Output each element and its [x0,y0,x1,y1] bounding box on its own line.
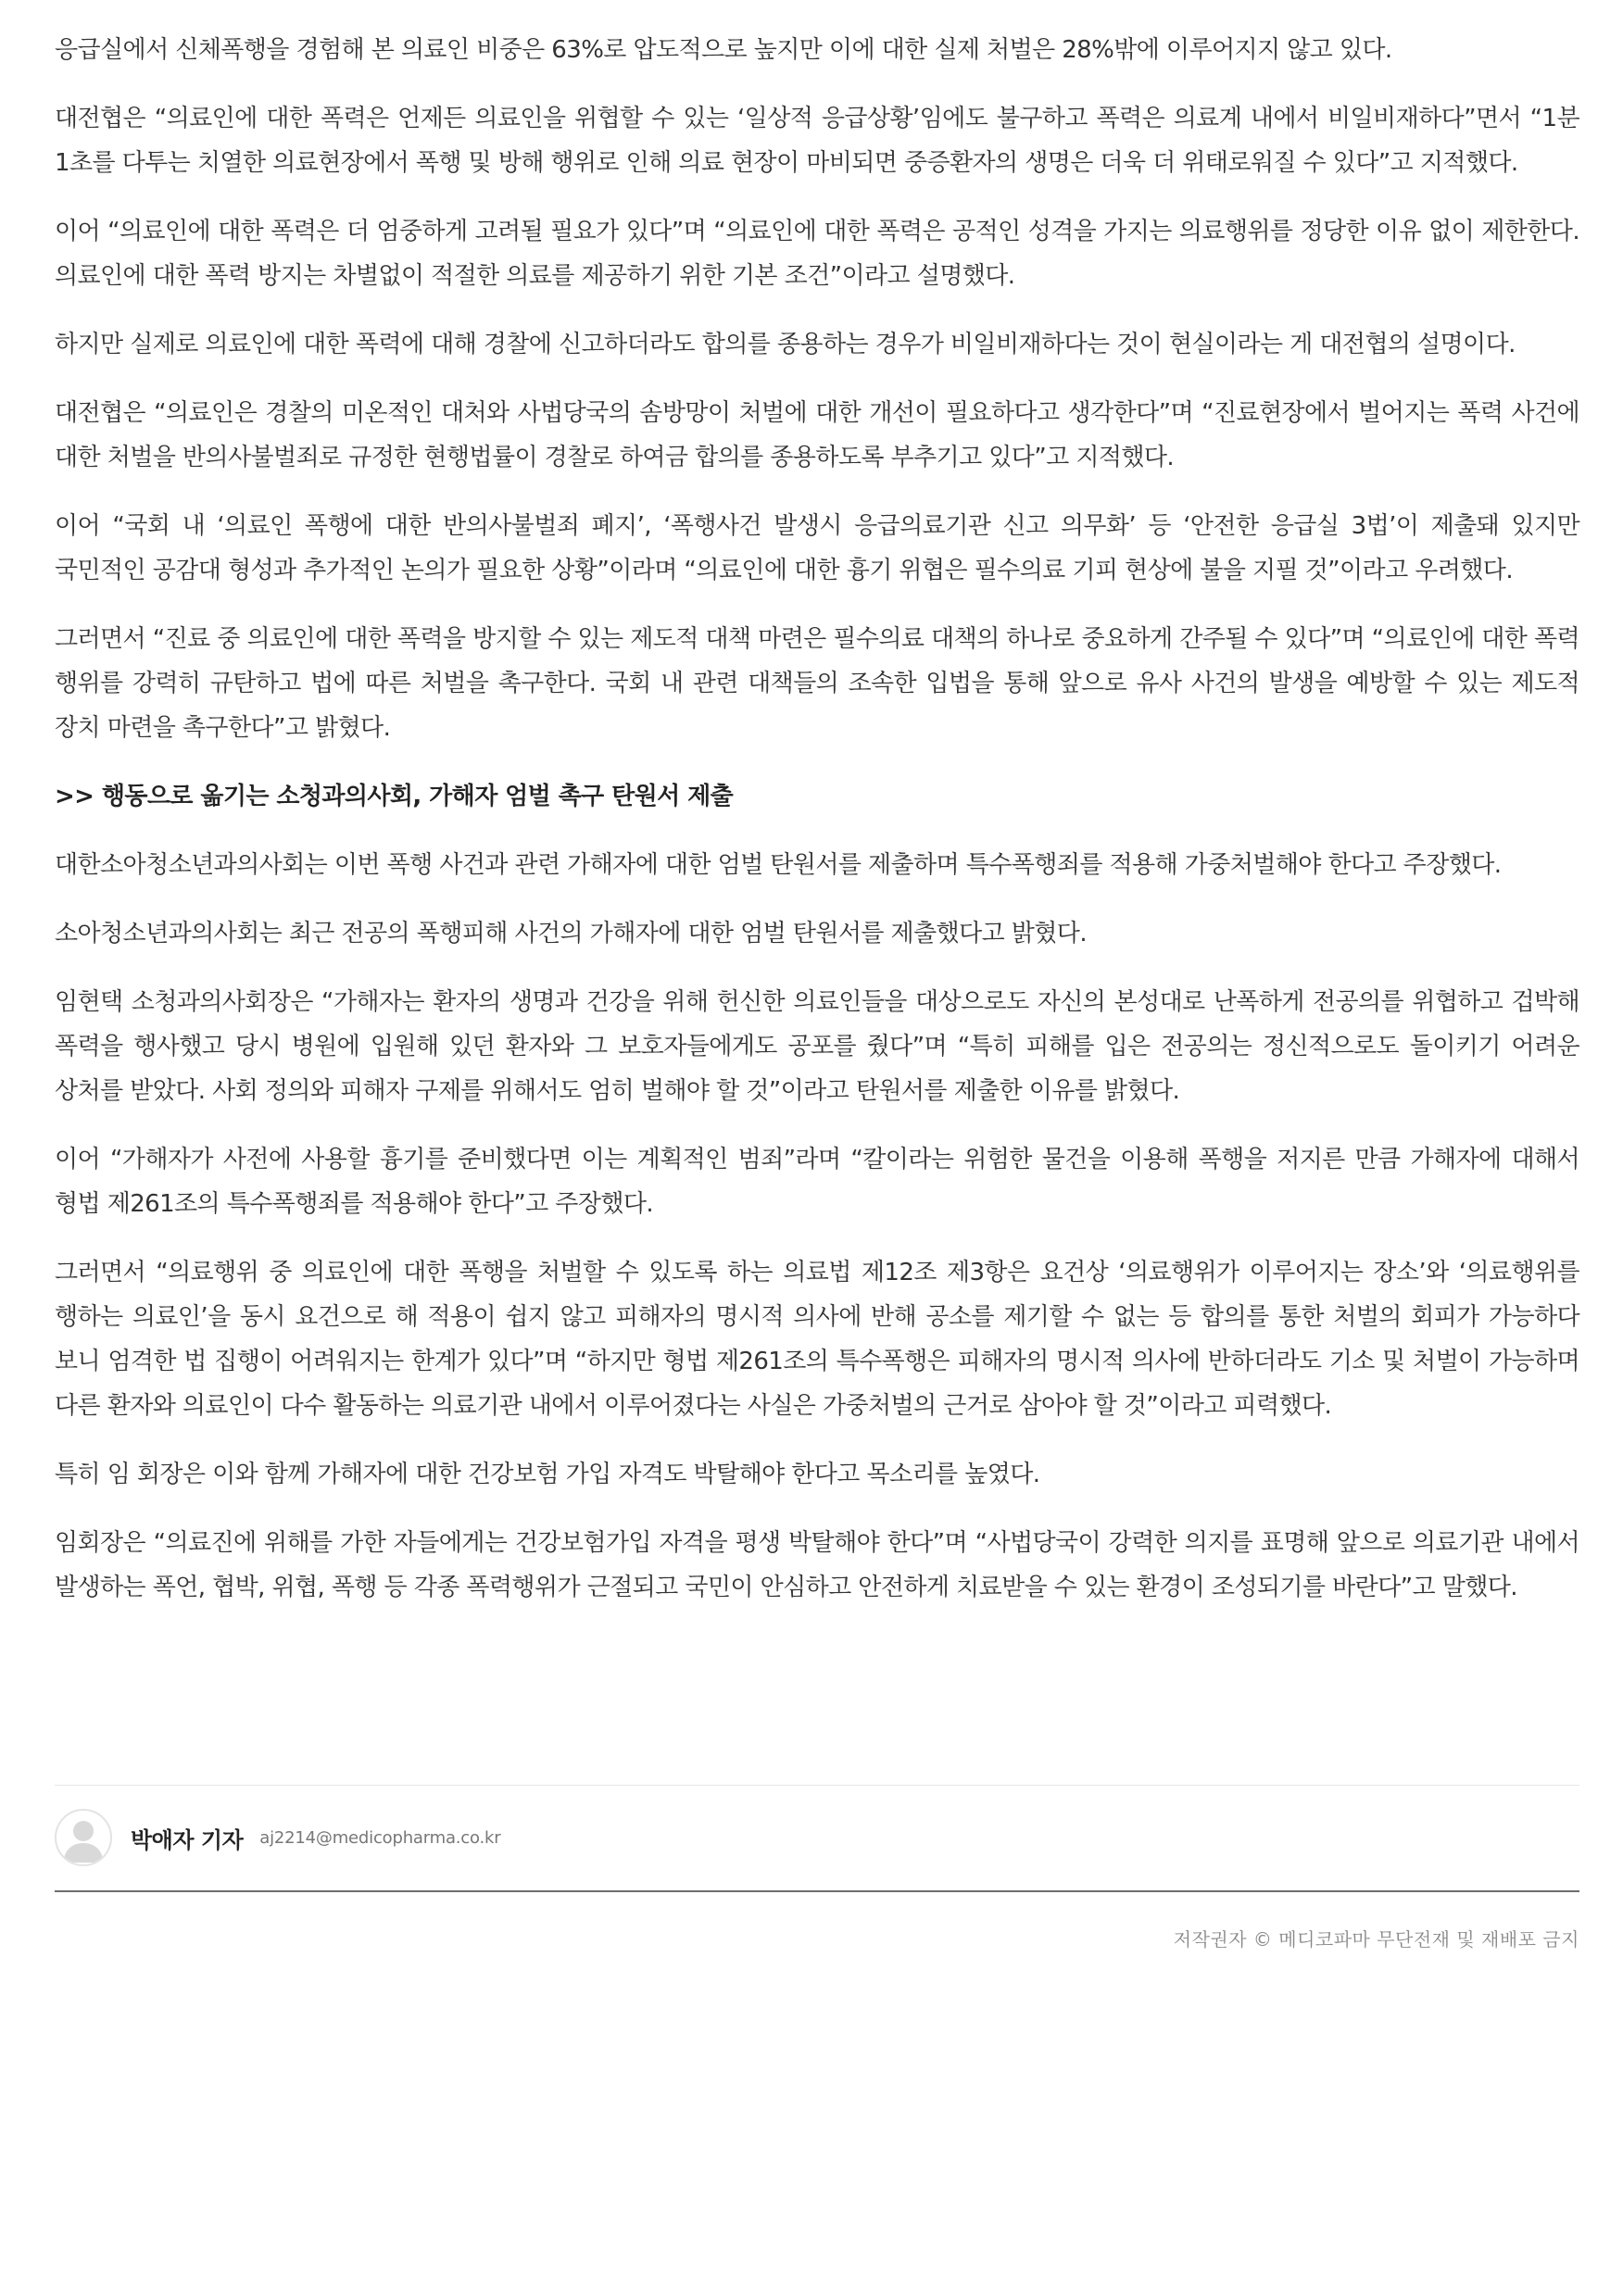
article-paragraph: 이어 “의료인에 대한 폭력은 더 엄중하게 고려될 필요가 있다”며 “의료인에 대한 폭력은 공적인 성격을 가지는 의료행위를 정당한 이유 없이 제한한다. 의료인에 대한 폭력 방지는 차별없이 적절한 의료를 제공하기 위한 기본 조건”이라고 설명했다. [55,218,1579,290]
reporter-email[interactable]: aj2214@medicopharma.co.kr [259,1827,501,1848]
article-subheading: >> 행동으로 옮기는 소청과의사회, 가해자 엄벌 촉구 탄원서 제출 [55,783,734,810]
reporter-avatar[interactable] [55,1809,112,1866]
reporter-byline [55,1807,500,1868]
article-paragraph: 이어 “국회 내 ‘의료인 폭행에 대한 반의사불벌죄 폐지’, ‘폭행사건 발생시 응급의료기관 신고 의무화’ 등 ‘안전한 응급실 3법’이 제출돼 있지만 국민적인 공감대 형성과 추가적인 논의가 필요한 상황”이라며 “의료인에 대한 흉기 위협은 필수의료 기피 현상에 불을 지필 것”이라고 우려했다. [55,512,1579,584]
reporter-name[interactable]: 박애자 기자 [131,1826,244,1853]
article-paragraph: 특히 임 회장은 이와 함께 가해자에 대한 건강보험 가입 자격도 박탈해야 한다고 목소리를 높였다. [55,1461,1040,1488]
footer-divider [55,1890,1579,1892]
article-paragraph: 대한소아청소년과의사회는 이번 폭행 사건과 관련 가해자에 대한 엄벌 탄원서를 제출하며 특수폭행죄를 적용해 가중처벌해야 한다고 주장했다. [55,851,1502,879]
article-paragraph: 그러면서 “의료행위 중 의료인에 대한 폭행을 처벌할 수 있도록 하는 의료법 제12조 제3항은 요건상 ‘의료행위가 이루어지는 장소’와 ‘의료행위를 행하는 의료인’을 동시 요건으로 해 적용이 쉽지 않고 피해자의 명시적 의사에 반해 공소를 제기할 수 없는 등 합의를 통한 처벌의 회피가 가능하다 보니 엄격한 법 집행이 어려워지는 한계가 있다”며 “하지만 형법 제261조의 특수폭행은 피해자의 명시적 의사에 반하더라도 기소 및 처벌이 가능하며 다른 환자와 의료인이 다수 활동하는 의료기관 내에서 이루어졌다는 사실은 가중처벌의 근거로 삼아야 할 것”이라고 피력했다. [55,1259,1579,1420]
article-paragraph: 대전협은 “의료인은 경찰의 미온적인 대처와 사법당국의 솜방망이 처벌에 대한 개선이 필요하다고 생각한다”며 “진료현장에서 벌어지는 폭력 사건에 대한 처벌을 반의사불벌죄로 규정한 현행법률이 경찰로 하여금 합의를 종용하도록 부추기고 있다”고 지적했다. [55,399,1579,471]
article-body [55,28,1579,1634]
article-paragraph: 임회장은 “의료진에 위해를 가한 자들에게는 건강보험가입 자격을 평생 박탈해야 한다”며 “사법당국이 강력한 의지를 표명해 앞으로 의료기관 내에서 발생하는 폭언, 협박, 위협, 폭행 등 각종 폭력행위가 근절되고 국민이 안심하고 안전하게 치료받을 수 있는 환경이 조성되기를 바란다”고 말했다. [55,1529,1579,1601]
article-paragraph: 응급실에서 신체폭행을 경험해 본 의료인 비중은 63%로 압도적으로 높지만 이에 대한 실제 처벌은 28%밖에 이루어지지 않고 있다. [55,36,1392,64]
article-paragraph: 하지만 실제로 의료인에 대한 폭력에 대해 경찰에 신고하더라도 합의를 종용하는 경우가 비일비재하다는 것이 현실이라는 게 대전협의 설명이다. [55,331,1516,358]
article-paragraph: 대전협은 “의료인에 대한 폭력은 언제든 의료인을 위협할 수 있는 ‘일상적 응급상황’임에도 불구하고 폭력은 의료계 내에서 비일비재하다”면서 “1분 1초를 다투는 치열한 의료현장에서 폭행 및 방해 행위로 인해 의료 현장이 마비되면 중증환자의 생명은 더욱 더 위태로워질 수 있다”고 지적했다. [55,105,1579,177]
article-paragraph: 이어 “가해자가 사전에 사용할 흉기를 준비했다면 이는 계획적인 범죄”라며 “칼이라는 위험한 물건을 이용해 폭행을 저지른 만큼 가해자에 대해서 형법 제261조의 특수폭행죄를 적용해야 한다”고 주장했다. [55,1146,1579,1218]
copyright-notice: 저작권자 © 메디코파마 무단전재 및 재배포 금지 [1173,1928,1579,1951]
article-paragraph: 소아청소년과의사회는 최근 전공의 폭행피해 사건의 가해자에 대한 엄벌 탄원서를 제출했다고 밝혔다. [55,920,1087,947]
user-silhouette-icon [57,1811,110,1864]
article-paragraph: 그러면서 “진료 중 의료인에 대한 폭력을 방지할 수 있는 제도적 대책 마련은 필수의료 대책의 하나로 중요하게 간주될 수 있다”며 “의료인에 대한 폭력 행위를 강력히 규탄하고 법에 따른 처벌을 촉구한다. 국회 내 관련 대책들의 조속한 입법을 통해 앞으로 유사 사건의 발생을 예방할 수 있는 제도적 장치 마련을 촉구한다”고 밝혔다. [55,625,1580,742]
article-paragraph: 임현택 소청과의사회장은 “가해자는 환자의 생명과 건강을 위해 헌신한 의료인들을 대상으로도 자신의 본성대로 난폭하게 전공의를 위협하고 겁박해 폭력을 행사했고 당시 병원에 입원해 있던 환자와 그 보호자들에게도 공포를 줬다”며 “특히 피해를 입은 전공의는 정신적으로도 돌이키기 어려운 상처를 받았다. 사회 정의와 피해자 구제를 위해서도 엄히 벌해야 할 것”이라고 탄원서를 제출한 이유를 밝혔다. [55,988,1579,1105]
byline-divider [55,1785,1579,1786]
